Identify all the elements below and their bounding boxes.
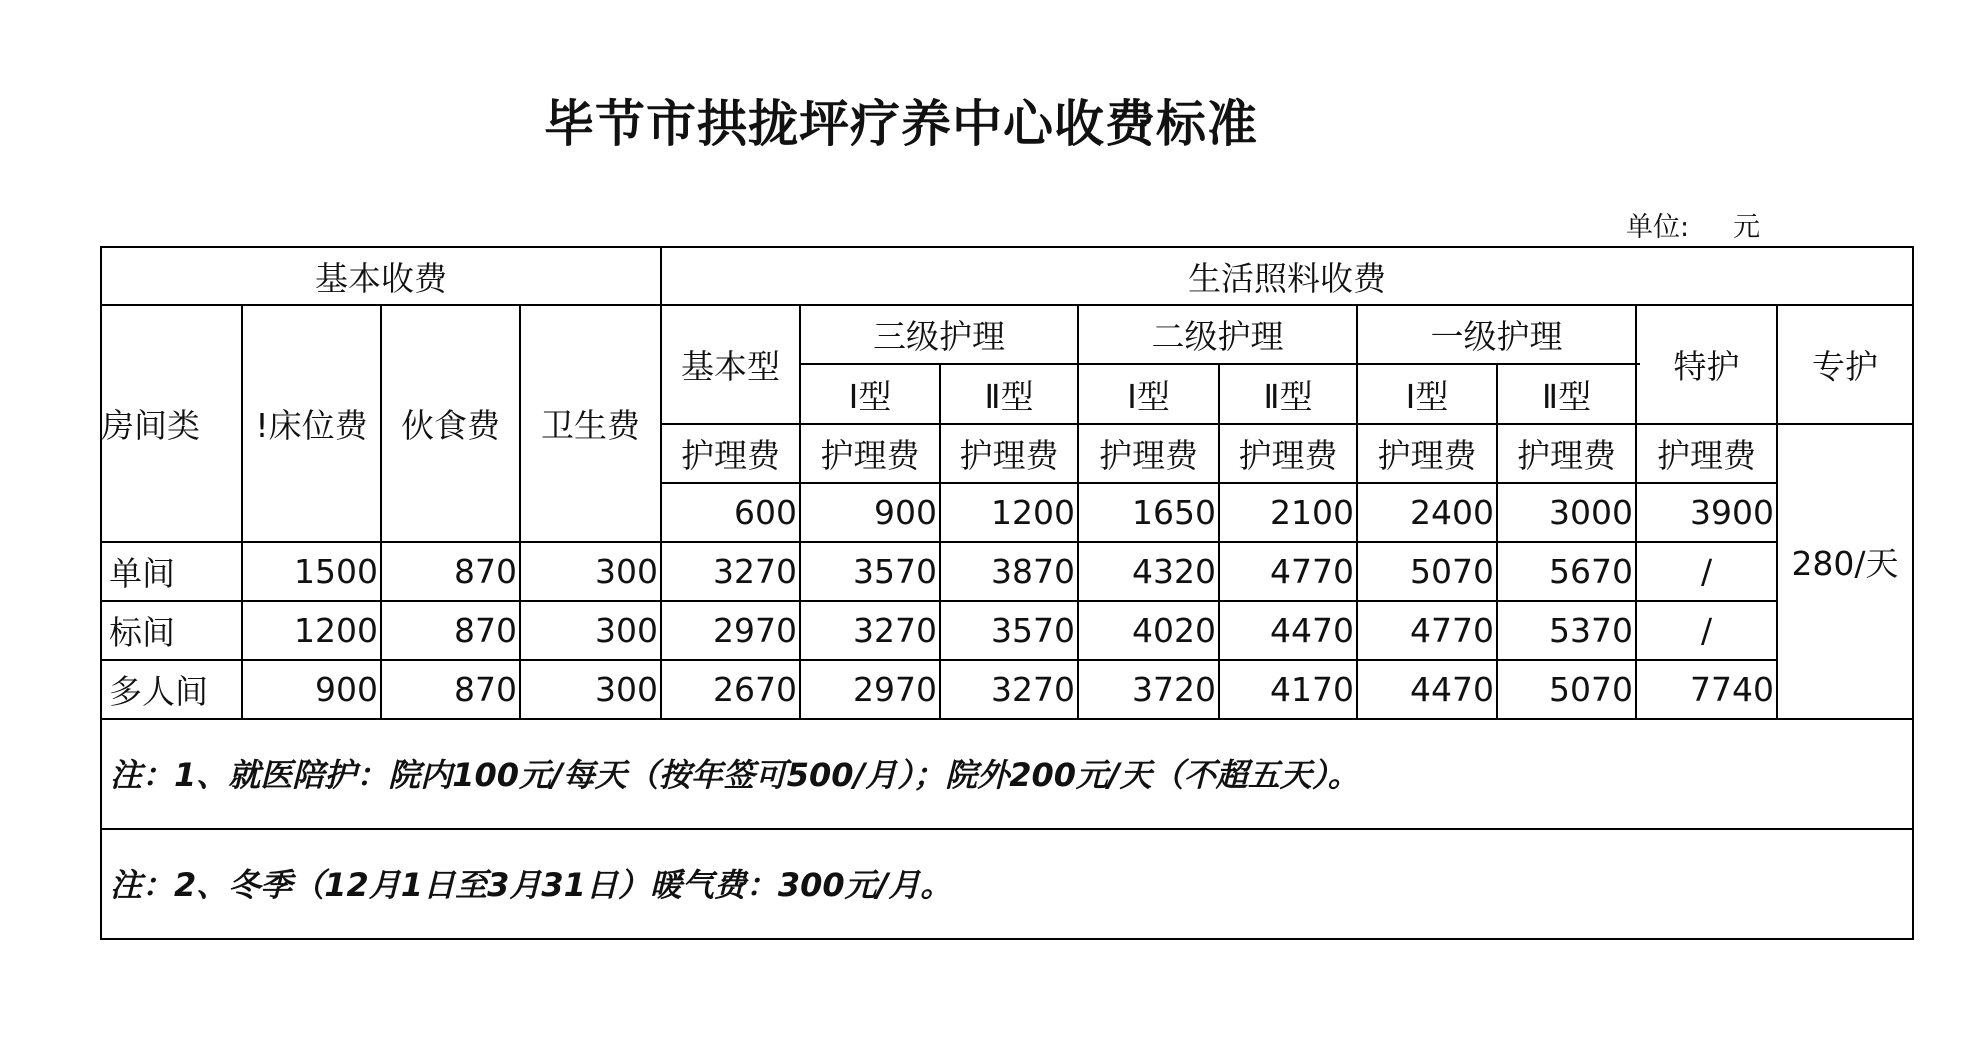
care-fee-value: 3900 bbox=[1690, 493, 1774, 532]
hygiene-fee-value: 300 bbox=[595, 552, 658, 591]
total-fee-value: 4020 bbox=[1132, 611, 1216, 650]
care-fee-value: 1200 bbox=[991, 493, 1075, 532]
level1-type2-header: Ⅱ型 bbox=[1541, 376, 1592, 416]
care-fee-label: 护理费 bbox=[1517, 436, 1616, 475]
life-care-group-header: 生活照料收费 bbox=[1188, 258, 1386, 298]
total-fee-value: 3570 bbox=[853, 552, 937, 591]
total-fee-value: 2670 bbox=[713, 670, 797, 709]
unit-label-text: 单位: bbox=[1626, 212, 1690, 243]
bed-fee-header: !床位费 bbox=[255, 406, 368, 445]
care-fee-value: 600 bbox=[734, 493, 797, 532]
page-title: 毕节市拱拢坪疗养中心收费标准 bbox=[544, 95, 1258, 153]
total-fee-value: 2970 bbox=[713, 611, 797, 650]
total-fee-value: 4470 bbox=[1270, 611, 1354, 650]
hygiene-fee-header: 卫生费 bbox=[541, 406, 640, 445]
care-fee-value: 2100 bbox=[1270, 493, 1354, 532]
care-fee-label: 护理费 bbox=[959, 436, 1059, 475]
bed-fee-value: 1200 bbox=[294, 611, 378, 650]
note-heating-fee: 注：2、冬季（12月1日至3月31日）暖气费：300元/月。 bbox=[110, 866, 953, 904]
level3-care-header: 三级护理 bbox=[873, 317, 1005, 356]
total-fee-value: 4770 bbox=[1410, 611, 1494, 650]
total-fee-value: 4770 bbox=[1270, 552, 1354, 591]
total-fee-value: / bbox=[1700, 611, 1713, 650]
total-fee-value: 3270 bbox=[853, 611, 937, 650]
bed-fee-value: 1500 bbox=[294, 552, 378, 591]
note-escort-fee: 注：1、就医陪护：院内100元/每天（按年签可500/月）；院外200元/天（不超五天）。 bbox=[110, 756, 1360, 794]
total-fee-value: 4320 bbox=[1132, 552, 1216, 591]
level2-care-header: 二级护理 bbox=[1151, 317, 1284, 356]
bed-fee-value: 900 bbox=[315, 670, 378, 709]
level2-type2-header: Ⅱ型 bbox=[1263, 376, 1313, 416]
total-fee-value: 3870 bbox=[991, 552, 1075, 591]
care-fee-label: 护理费 bbox=[1238, 436, 1338, 475]
total-fee-value: / bbox=[1700, 552, 1713, 591]
level2-type1-header: Ⅰ型 bbox=[1127, 376, 1170, 416]
level3-type1-header: Ⅰ型 bbox=[848, 376, 892, 416]
meal-fee-value: 870 bbox=[454, 611, 517, 650]
unit-value: 元 bbox=[1733, 212, 1761, 243]
total-fee-value: 4470 bbox=[1410, 670, 1494, 709]
meal-fee-value: 870 bbox=[454, 670, 517, 709]
care-fee-label: 护理费 bbox=[681, 436, 780, 475]
special-care-header: 特护 bbox=[1673, 347, 1740, 386]
care-fee-label: 护理费 bbox=[1657, 436, 1756, 475]
care-fee-value: 2400 bbox=[1410, 493, 1494, 532]
room-name: 单间 bbox=[109, 554, 175, 593]
total-fee-value: 5070 bbox=[1549, 670, 1633, 709]
level3-type2-header: Ⅱ型 bbox=[984, 376, 1034, 416]
total-fee-value: 3570 bbox=[991, 611, 1075, 650]
total-fee-value: 7740 bbox=[1690, 670, 1774, 709]
total-fee-value: 3720 bbox=[1132, 670, 1216, 709]
private-care-header: 专护 bbox=[1812, 347, 1878, 386]
hygiene-fee-value: 300 bbox=[595, 670, 658, 709]
total-fee-value: 3270 bbox=[713, 552, 797, 591]
hygiene-fee-value: 300 bbox=[595, 611, 658, 650]
private-care-fee: 280/天 bbox=[1791, 544, 1899, 583]
meal-fee-header: 伙食费 bbox=[401, 406, 500, 445]
care-fee-value: 3000 bbox=[1549, 493, 1633, 532]
total-fee-value: 5370 bbox=[1549, 611, 1633, 650]
care-fee-value: 1650 bbox=[1132, 493, 1216, 532]
total-fee-value: 5070 bbox=[1410, 552, 1494, 591]
level1-care-header: 一级护理 bbox=[1430, 317, 1563, 356]
care-fee-label: 护理费 bbox=[820, 436, 920, 475]
basic-type-header: 基本型 bbox=[681, 347, 780, 386]
total-fee-value: 5670 bbox=[1549, 552, 1633, 591]
total-fee-value: 4170 bbox=[1270, 670, 1354, 709]
total-fee-value: 3270 bbox=[991, 670, 1075, 709]
basic-fee-group-header: 基本收费 bbox=[315, 258, 447, 298]
room-type-header: 房间类 bbox=[101, 406, 200, 445]
care-fee-label: 护理费 bbox=[1099, 436, 1198, 475]
level1-type1-header: Ⅰ型 bbox=[1405, 376, 1449, 416]
care-fee-value: 900 bbox=[874, 493, 937, 532]
meal-fee-value: 870 bbox=[454, 552, 517, 591]
room-name: 标间 bbox=[109, 613, 175, 652]
total-fee-value: 2970 bbox=[853, 670, 937, 709]
care-fee-label: 护理费 bbox=[1377, 436, 1477, 475]
room-name: 多人间 bbox=[109, 672, 208, 711]
